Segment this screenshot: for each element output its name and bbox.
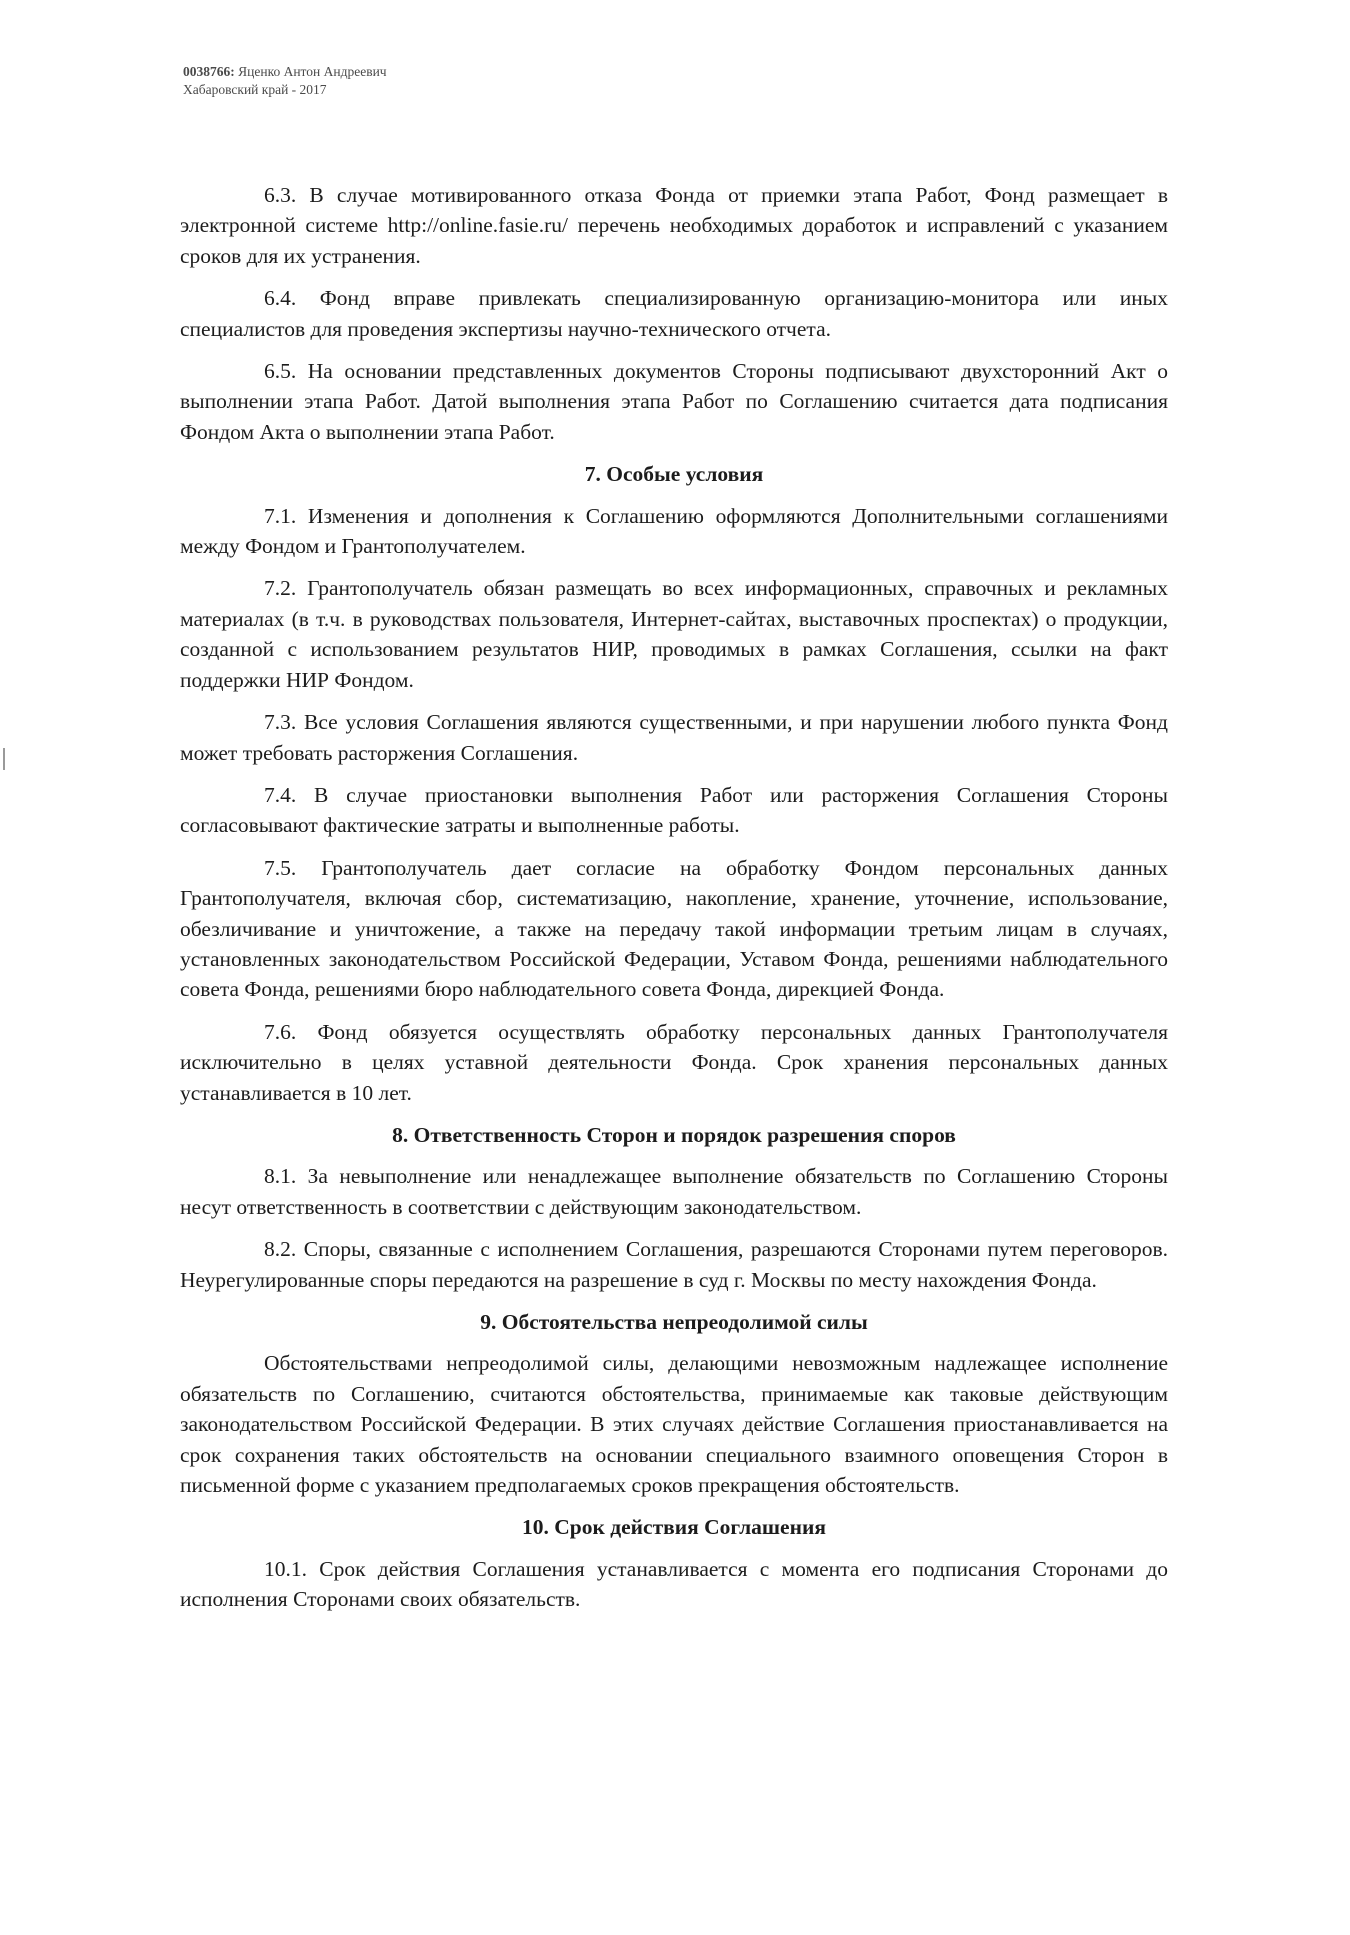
section-heading-10: 10. Срок действия Соглашения bbox=[521, 1515, 827, 1540]
clause-8-1: 8.1. За невыполнение или ненадлежащее выполнение обязательств по Соглашению Стороны несут ответственность в соответствии с действующим законодательством. bbox=[180, 1164, 1168, 1219]
clause-7-6: 7.6. Фонд обязуется осуществлять обработку персональных данных Грантополучателя исключительно в целях уставной деятельности Фонда. Срок хранения персональных данных устанавливается в 10 лет. bbox=[180, 1019, 1168, 1105]
document-header bbox=[183, 63, 387, 99]
clause-7-2: 7.2. Грантополучатель обязан размещать во всех информационных, справочных и рекламных материалах (в т.ч. в руководствах пользователя, Интернет-сайтах, выставочных проспектах) о продукции, созданной с использованием результатов НИР, проводимых в рамках Соглашения, ссылки на факт поддержки НИР Фондом. bbox=[180, 576, 1168, 692]
clause-8-2: 8.2. Споры, связанные с исполнением Соглашения, разрешаются Сторонами путем переговоров. Неурегулированные споры передаются на разрешение в суд г. Москвы по месту нахождения Фонда. bbox=[180, 1237, 1168, 1292]
section-heading-9: 9. Обстоятельства непреодолимой силы bbox=[480, 1310, 868, 1334]
header-line-1 bbox=[183, 63, 387, 81]
applicant-name: Яценко Антон Андреевич bbox=[238, 64, 387, 79]
section-heading-7: 7. Особые условия bbox=[584, 462, 764, 487]
clause-6-3: 6.3. В случае мотивированного отказа Фонда от приемки этапа Работ, Фонд размещает в электронной системе http://online.fasie.ru/ перечень необходимых доработок и исправлений с указанием сроков для их устранения. bbox=[180, 183, 1168, 268]
clause-6-4: 6.4. Фонд вправе привлекать специализированную организацию-монитора или иных специалистов для проведения экспертизы научно-технического отчета. bbox=[180, 286, 1168, 341]
clause-7-5: 7.5. Грантополучатель дает согласие на обработку Фондом персональных данных Грантополучателя, включая сбор, систематизацию, накопление, хранение, уточнение, использование, обезличивание и уничтожение, а также на передачу такой информации третьим лицам в случаях, установленных законодательством Российской Федерации, Уставом Фонда, решениями наблюдательного совета Фонда, решениями бюро наблюдательного совета Фонда, дирекцией Фонда. bbox=[180, 855, 1168, 1002]
scan-margin-mark bbox=[3, 748, 5, 770]
clause-9: Обстоятельствами непреодолимой силы, делающими невозможным надлежащее исполнение обязательств по Соглашению, считаются обстоятельства, принимаемые как таковые действующим законодательством Российской Федерации. В этих случаях действие Соглашения приостанавливается на срок сохранения таких обстоятельств на основании специального взаимного оповещения Сторон в письменной форме с указанием предполагаемых сроков прекращения обстоятельств. bbox=[180, 1351, 1168, 1498]
section-heading-8: 8. Ответственность Сторон и порядок разрешения споров bbox=[392, 1122, 956, 1147]
clause-6-5: 6.5. На основании представленных документов Стороны подписывают двухсторонний Акт о выполнении этапа Работ. Датой выполнения этапа Работ по Соглашению считается дата подписания Фондом Акта о выполнении этапа Работ. bbox=[180, 359, 1168, 444]
applicant-id: 0038766: bbox=[183, 64, 235, 79]
clause-7-3: 7.3. Все условия Соглашения являются существенными, и при нарушении любого пункта Фонд может требовать расторжения Соглашения. bbox=[180, 710, 1168, 765]
clause-7-1: 7.1. Изменения и дополнения к Соглашению оформляются Дополнительными соглашениями между Фондом и Грантополучателем. bbox=[180, 503, 1168, 559]
applicant-region: Хабаровский край - 2017 bbox=[183, 82, 327, 97]
document-body bbox=[180, 180, 1168, 1627]
clause-7-4: 7.4. В случае приостановки выполнения Работ или расторжения Соглашения Стороны согласовывают фактические затраты и выполненные работы. bbox=[180, 782, 1168, 838]
clause-10-1: 10.1. Срок действия Соглашения устанавливается с момента его подписания Сторонами до исполнения Сторонами своих обязательств. bbox=[180, 1556, 1168, 1612]
